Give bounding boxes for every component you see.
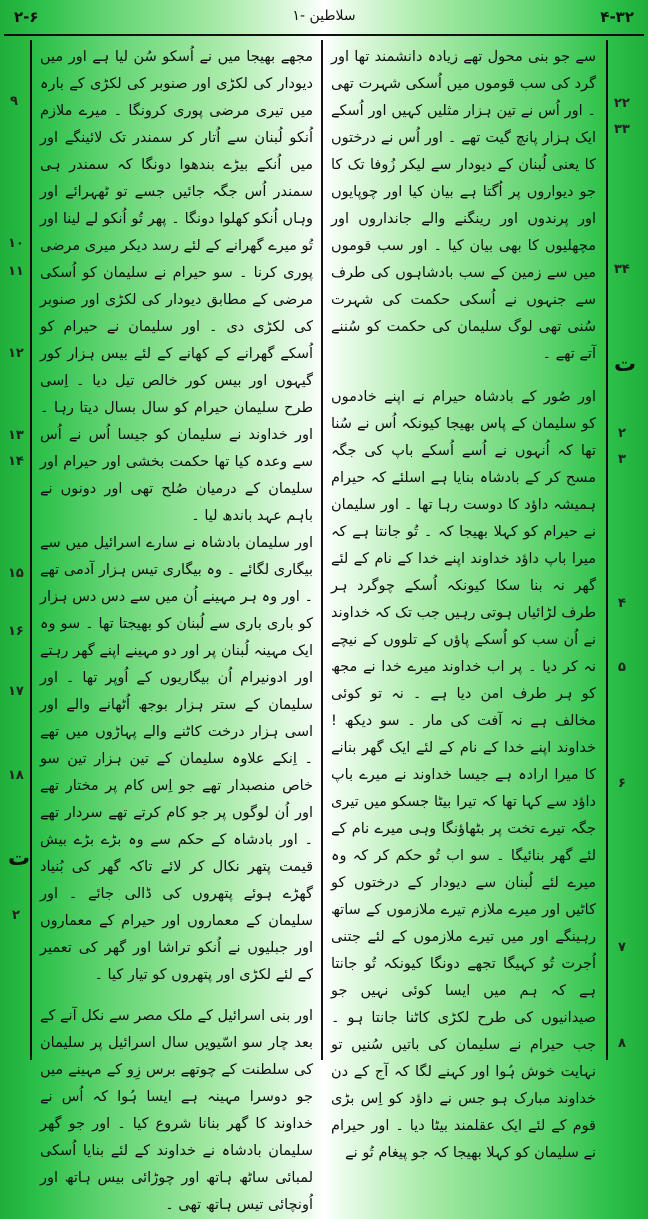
chapter-marker: ت xyxy=(8,846,31,871)
verse-number: ۹ xyxy=(10,94,18,109)
verse-number: ۱۴ xyxy=(8,454,24,469)
paragraph: اور بنی اسرائیل کے ملک مصر سے نکل آنے کے بعد چار سو اسّیویں سال اسرائیل پر سلیمان کی سلطنت کے چوتھے برس زِو کے مہینے میں جو دوسرا مہینہ ہے ایسا ہُوا کہ اُس نے خداوند کا گھر بنانا شروع کیا ۔ اور جو گھر سلیمان بادشاہ نے خداوند کے لئے بنایا اُسکی لمبائی ساٹھ ہاتھ اور چوڑائی بیس ہاتھ اور اُونچائی تیس ہاتھ تھی ۔ xyxy=(40,1008,313,1213)
chapter-marker: ت xyxy=(614,352,637,377)
verse-number: ۱۷ xyxy=(8,684,24,699)
page-number-right: ۴-۳۲ xyxy=(600,8,634,26)
verse-number: ۱۵ xyxy=(8,566,24,581)
page-number-left: ۲-۶ xyxy=(14,8,39,26)
verse-number: ۳۴ xyxy=(614,262,630,277)
verse-number: ۳ xyxy=(618,452,626,467)
verse-number: ۴ xyxy=(618,596,626,611)
header-rule xyxy=(4,34,644,36)
verse-number: ۲۲ xyxy=(614,96,630,111)
right-text-column xyxy=(323,40,604,1161)
paragraph: سے جو بنی محول تھے زیادہ دانشمند تھا اور گرد کی سب قوموں میں اُسکی شہرت تھی ۔ اور اُس نے تین ہزار مثلیں کہیں اور اُسکے ایک ہزار پانچ گیت تھے ۔ اور اُس نے درختوں کا یعنی لُبنان کے دیودار سے لیکر زُوفا تک کا جو دیواروں پر اُگتا ہے بیان کیا اور چوپایوں اور پرندوں اور رینگنے والے جانداروں اور مچھلیوں کا بھی بیان کیا ۔ اور سب قوموں میں سے زمین کے سب بادشاہوں کی طرف سے جنہوں نے اُسکی حکمت کی شہرت سُنی تھی لوگ سلیمان کی حکمت کو سُننے آتے تھے ۔ xyxy=(331,49,596,362)
right-margin-rule xyxy=(606,40,608,1060)
verse-number: ۱۸ xyxy=(8,768,24,783)
verse-number: ۷ xyxy=(618,940,626,955)
paragraph: اور سلیمان بادشاہ نے سارے اسرائیل میں سے بیگاری لگائے ۔ وہ بیگاری تیس ہزار آدمی تھے ۔ اور وہ ہر مہینے اُن میں سے دس دس ہزار کو باری باری سے لُبنان کو بھیجتا تھا ۔ سو وہ ایک مہینہ لُبنان پر اور دو مہینے اپنے گھر رہتے اور ادونیرام اُن بیگاریوں کے اُوپر تھا ۔ اور سلیمان کے ستر ہزار بوجھ اُٹھانے والے اور اسی ہزار درخت کاٹنے والے پہاڑوں میں تھے ۔ اِنکے علاوہ سلیمان کے تین ہزار تین سو خاص منصبدار تھے جو اِس کام پر مختار تھے اور اُن لوگوں پر جو کام کرتے تھے سردار تھے ۔ اور بادشاہ کے حکم سے وہ بڑے بڑے بیش قیمت پتھر نکال کر لائے تاکہ گھر کی بُنیاد گھڑے ہوئے پتھروں کی ڈالی جائے ۔ اور سلیمان کے معماروں اور حیرام کے معماروں اور جبلیوں نے اُنکو تراشا اور گھر کی تعمیر کے لئے لکڑی اور پتھروں کو تیار کیا ۔ xyxy=(40,535,313,983)
verse-number: ۶ xyxy=(618,776,626,791)
verse-number: ۱۱ xyxy=(8,264,24,279)
verse-number: ۱۶ xyxy=(8,624,24,639)
page-header xyxy=(0,0,648,40)
verse-number: ۸ xyxy=(618,1036,626,1051)
running-title: ۱- سلاطین xyxy=(292,8,356,24)
verse-number: ۱۰ xyxy=(8,236,24,251)
paragraph: اور صُور کے بادشاہ حیرام نے اپنے خادموں کو سلیمان کے پاس بھیجا کیونکہ اُس نے سُنا تھا کہ اُنہوں نے اُسے اُسکے باپ کی جگہ مسح کر کے بادشاہ بنایا ہے اسلئے کہ حیرام ہمیشہ داؤد کا دوست رہا تھا ۔ اور سلیمان نے حیرام کو کہلا بھیجا کہ ۔ تُو جانتا ہے کہ میرا باپ داؤد خداوند اپنے خدا کے نام کے لئے گھر نہ بنا سکا کیونکہ اُسکے چوگرد ہر طرف لڑائیاں ہوتی رہیں جب تک کہ خداوند نے اُن سب کو اُسکے پاؤں کے تلووں کے نیچے نہ کر دیا ۔ پر اب خداوند میرے خدا نے مجھ کو ہر طرف امن دیا ہے ۔ نہ تو کوئی مخالف ہے نہ آفت کی مار ۔ سو دیکھ ! خداوند اپنے خدا کے نام کے لئے ایک گھر بنانے کا میرا ارادہ ہے جیسا خداوند نے میرے باپ داؤد سے کہا تھا کہ تیرا بیٹا جسکو میں تیری جگہ تیرے تخت پر بٹھاؤنگا وہی میرے نام کے لئے گھر بنائیگا ۔ سو اب تُو حکم کر کہ وہ میرے لئے لُبنان سے دیودار کے درختوں کو کاٹیں اور میرے ملازم تیرے ملازموں کے ساتھ رہینگے اور میں تیرے ملازموں کے لئے جتنی اُجرت تُو کہیگا تجھے دونگا کیونکہ تُو جانتا ہے کہ ہم میں ایسا کوئی نہیں جو صیدانیوں کی طرح لکڑی کاٹنا جانتا ہو ۔ جب حیرام نے سلیمان کی باتیں سُنیں تو نہایت خوش ہُوا اور کہنے لگا کہ آج کے دن خداوند مبارک ہو جس نے داؤد کو اِس بڑی قوم کے لئے ایک عقلمند بیٹا دیا ۔ اور حیرام نے سلیمان کو کہلا بھیجا کہ جو پیغام تُو نے xyxy=(331,389,596,1161)
verse-number: ۲ xyxy=(618,426,626,441)
verse-number: ۱۲ xyxy=(8,346,24,361)
verse-number: ۵ xyxy=(618,660,626,675)
paragraph: مجھے بھیجا میں نے اُسکو سُن لیا ہے اور میں دیودار کی لکڑی اور صنوبر کی لکڑی کے بارہ میں تیری مرضی پوری کرونگا ۔ میرے ملازم اُنکو لُبنان سے اُتار کر سمندر تک لائینگے اور میں اُنکے بیڑے بندھوا دونگا کہ سمندر ہی سمندر اُس جگہ جائیں جسے تو ٹھہرائے اور وہاں اُنکو کھلوا دونگا ۔ پھر تُو اُنکو لے لینا اور تُو میرے گھرانے کے لئے رسد دیکر میری مرضی پوری کرنا ۔ سو حیرام نے سلیمان کو اُسکی مرضی کے مطابق دیودار کی لکڑی اور صنوبر کی لکڑی دی ۔ اور سلیمان نے حیرام کو اُسکے گھرانے کے کھانے کے لئے بیس ہزار کور گیہوں اور بیس کور خالص تیل دیا ۔ اِسی طرح سلیمان حیرام کو سال بسال دیتا رہا ۔ اور خداوند نے سلیمان کو جیسا اُس نے اُس سے وعدہ کیا تھا حکمت بخشی اور حیرام اور سلیمان کے درمیان صُلح تھی اور دونوں نے باہم عہد باندھ لیا ۔ xyxy=(40,49,313,524)
verse-number: ۲ xyxy=(12,908,20,923)
verse-number: ۳۳ xyxy=(614,122,630,137)
left-text-column xyxy=(32,40,321,1213)
verse-number: ۱۳ xyxy=(8,428,24,443)
